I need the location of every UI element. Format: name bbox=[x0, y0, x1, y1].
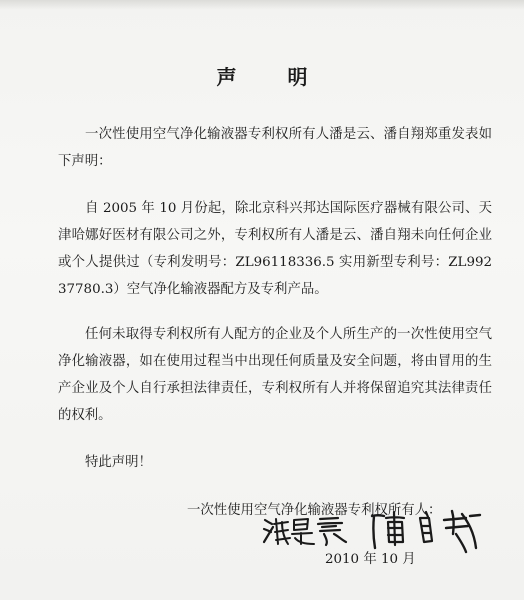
signature-2-handwritten bbox=[368, 508, 486, 554]
signature-1-handwritten bbox=[262, 514, 354, 548]
liability-paragraph: 任何未取得专利权所有人配方的企业及个人所生产的一次性使用空气净化输液器，如在使用过程当中出现任何质量及安全问题，将由冒用的生产企业及个人自行承担法律责任，专利权所有人并将保留追究其法律责任的权利。 bbox=[58, 327, 492, 423]
scan-edge-shadow bbox=[0, 0, 524, 10]
patent-holder-line: 一次性使用空气净化输液器专利权所有人： bbox=[187, 503, 442, 518]
declaration-body-paragraph: 自 2005 年 10 月份起，除北京科兴邦达国际医疗器械有限公司、天津哈娜好医材有限公司之外，专利权所有人潘是云、潘自翔未向任何企业或个人提供过（专利发明号：ZL96118336.5 实用新型专利号：ZL99237780.3）空气净化输液器配方及专利产品。 bbox=[58, 201, 492, 297]
document-date: 2010 年 10 月 bbox=[325, 552, 416, 567]
document-title: 声 明 bbox=[216, 65, 330, 89]
closing-statement: 特此声明！ bbox=[85, 455, 152, 470]
declaration-intro-paragraph: 一次性使用空气净化输液器专利权所有人潘是云、潘自翔郑重发表如下声明： bbox=[58, 127, 492, 169]
